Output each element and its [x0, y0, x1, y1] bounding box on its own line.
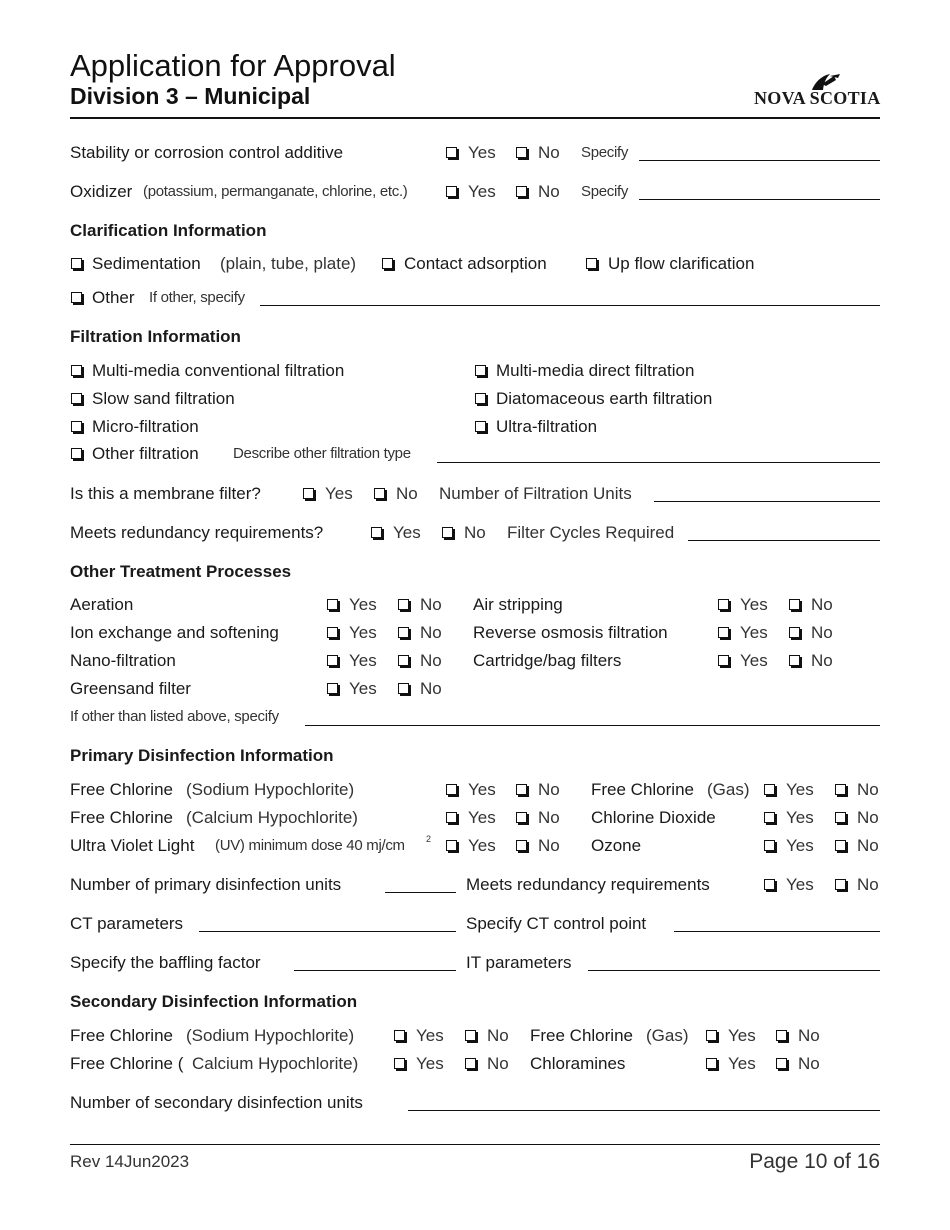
other-filtration-checkbox[interactable]	[71, 448, 82, 459]
redundancy-yes-label: Yes	[393, 523, 421, 542]
footer-rule	[70, 1144, 880, 1145]
primary-gas-note: (Gas)	[707, 780, 750, 799]
header-rule	[70, 117, 880, 119]
ozone-label: Ozone	[591, 836, 642, 855]
greensand-yes-label: Yes	[349, 679, 377, 698]
cartridge-no-label: No	[811, 651, 833, 670]
ion-exchange-yes-checkbox[interactable]	[327, 627, 338, 638]
primary-calcium-note: (Calcium Hypochlorite)	[186, 808, 358, 827]
ion-exchange-no-checkbox[interactable]	[398, 627, 409, 638]
nano-no-label: No	[420, 651, 442, 670]
secondary-calcium-note: Calcium Hypochlorite)	[192, 1054, 359, 1073]
oxidizer-specify-field[interactable]	[639, 199, 880, 200]
primary-calcium-no-label: No	[538, 808, 560, 827]
ct-parameters-label: CT parameters	[70, 914, 184, 933]
redundancy-no-checkbox[interactable]	[442, 527, 453, 538]
greensand-label: Greensand filter	[70, 679, 191, 698]
uv-yes-checkbox[interactable]	[446, 840, 457, 851]
primary-sodium-yes-label: Yes	[468, 780, 496, 799]
dioxide-no-label: No	[857, 808, 879, 827]
primary-redundancy-yes-label: Yes	[786, 875, 814, 894]
membrane-question: Is this a membrane filter?	[70, 484, 261, 503]
greensand-no-checkbox[interactable]	[398, 683, 409, 694]
uv-label: Ultra Violet Light	[70, 836, 195, 855]
clarification-other-checkbox[interactable]	[71, 292, 82, 303]
revision-date: Rev 14Jun2023	[70, 1152, 190, 1171]
cartridge-label: Cartridge/bag filters	[473, 651, 622, 670]
uv-no-label: No	[538, 836, 560, 855]
air-stripping-no-label: No	[811, 595, 833, 614]
multi-conv-checkbox[interactable]	[71, 365, 82, 376]
clarification-heading: Clarification Information	[70, 221, 267, 240]
multi-direct-checkbox[interactable]	[475, 365, 486, 376]
primary-units-label: Number of primary disinfection units	[70, 875, 342, 894]
primary-gas-no-checkbox[interactable]	[835, 784, 846, 795]
membrane-no-label: No	[396, 484, 418, 503]
uv-note: (UV) minimum dose 40 mj/cm	[215, 837, 405, 854]
primary-gas-yes-label: Yes	[786, 780, 814, 799]
secondary-gas-no-label: No	[798, 1026, 820, 1045]
sedimentation-checkbox[interactable]	[71, 258, 82, 269]
membrane-yes-checkbox[interactable]	[303, 488, 314, 499]
primary-redundancy-label: Meets redundancy requirements	[466, 875, 710, 894]
primary-sodium-no-label: No	[538, 780, 560, 799]
chloramines-yes-label: Yes	[728, 1054, 756, 1073]
greensand-yes-checkbox[interactable]	[327, 683, 338, 694]
uv-no-checkbox[interactable]	[516, 840, 527, 851]
redundancy-no-label: No	[464, 523, 486, 542]
chloramines-no-label: No	[798, 1054, 820, 1073]
primary-fc-sodium-label: Free Chlorine	[70, 780, 173, 799]
primary-fc-gas-label: Free Chlorine	[591, 780, 694, 799]
micro-label: Micro-filtration	[92, 417, 199, 436]
primary-redundancy-no-checkbox[interactable]	[835, 879, 846, 890]
oxidizer-note: (potassium, permanganate, chlorine, etc.)	[143, 183, 408, 200]
aeration-yes-label: Yes	[349, 595, 377, 614]
treatment-other-field[interactable]	[305, 725, 880, 726]
sedimentation-label: Sedimentation	[92, 254, 201, 273]
clarification-other-field[interactable]	[260, 305, 880, 306]
other-filtration-note: Describe other filtration type	[233, 445, 411, 462]
slow-sand-checkbox[interactable]	[71, 393, 82, 404]
secondary-units-label: Number of secondary disinfection units	[70, 1093, 363, 1112]
upflow-checkbox[interactable]	[586, 258, 597, 269]
nano-yes-label: Yes	[349, 651, 377, 670]
dioxide-yes-label: Yes	[786, 808, 814, 827]
other-filtration-label: Other filtration	[92, 444, 199, 463]
ozone-no-label: No	[857, 836, 879, 855]
contact-adsorption-label: Contact adsorption	[404, 254, 547, 273]
oxidizer-no-checkbox[interactable]	[516, 186, 527, 197]
primary-redundancy-yes-checkbox[interactable]	[764, 879, 775, 890]
stability-specify-label: Specify	[581, 144, 629, 161]
contact-adsorption-checkbox[interactable]	[382, 258, 393, 269]
secondary-sodium-no-checkbox[interactable]	[465, 1030, 476, 1041]
secondary-sodium-yes-label: Yes	[416, 1026, 444, 1045]
air-stripping-no-checkbox[interactable]	[789, 599, 800, 610]
primary-redundancy-no-label: No	[857, 875, 879, 894]
air-stripping-yes-checkbox[interactable]	[718, 599, 729, 610]
dioxide-no-checkbox[interactable]	[835, 812, 846, 823]
primary-calcium-yes-label: Yes	[468, 808, 496, 827]
ct-control-label: Specify CT control point	[466, 914, 647, 933]
reverse-osmosis-no-label: No	[811, 623, 833, 642]
filtration-heading: Filtration Information	[70, 327, 241, 346]
baffling-field[interactable]	[294, 970, 456, 971]
dioxide-yes-checkbox[interactable]	[764, 812, 775, 823]
primary-units-field[interactable]	[385, 892, 456, 893]
secondary-fc-gas-label: Free Chlorine	[530, 1026, 633, 1045]
secondary-fc-sodium-label: Free Chlorine	[70, 1026, 173, 1045]
primary-calcium-no-checkbox[interactable]	[516, 812, 527, 823]
secondary-gas-yes-label: Yes	[728, 1026, 756, 1045]
oxidizer-yes-label: Yes	[468, 182, 496, 201]
page-title: Application for Approval	[70, 48, 396, 83]
oxidizer-label: Oxidizer	[70, 182, 133, 201]
treatment-other-note: If other than listed above, specify	[70, 708, 279, 725]
micro-checkbox[interactable]	[71, 421, 82, 432]
reverse-osmosis-yes-label: Yes	[740, 623, 768, 642]
primary-sodium-note: (Sodium Hypochlorite)	[186, 780, 355, 799]
primary-gas-yes-checkbox[interactable]	[764, 784, 775, 795]
secondary-calcium-no-checkbox[interactable]	[465, 1058, 476, 1069]
cartridge-no-checkbox[interactable]	[789, 655, 800, 666]
primary-heading: Primary Disinfection Information	[70, 746, 334, 765]
other-filtration-field[interactable]	[437, 462, 880, 463]
page-subtitle: Division 3 – Municipal	[70, 83, 311, 109]
it-parameters-field[interactable]	[588, 970, 880, 971]
membrane-no-checkbox[interactable]	[374, 488, 385, 499]
baffling-label: Specify the baffling factor	[70, 953, 261, 972]
primary-calcium-yes-checkbox[interactable]	[446, 812, 457, 823]
aeration-no-checkbox[interactable]	[398, 599, 409, 610]
secondary-units-field[interactable]	[408, 1110, 880, 1111]
chlorine-dioxide-label: Chlorine Dioxide	[591, 808, 716, 827]
redundancy-question: Meets redundancy requirements?	[70, 523, 324, 542]
greensand-no-label: No	[420, 679, 442, 698]
diatomaceous-checkbox[interactable]	[475, 393, 486, 404]
it-parameters-label: IT parameters	[466, 953, 572, 972]
aeration-no-label: No	[420, 595, 442, 614]
air-stripping-label: Air stripping	[473, 595, 563, 614]
secondary-fc-calcium-label: Free Chlorine (	[70, 1054, 184, 1073]
multi-conv-label: Multi-media conventional filtration	[92, 361, 345, 380]
oxidizer-no-label: No	[538, 182, 560, 201]
stability-label: Stability or corrosion control additive	[70, 143, 344, 162]
chloramines-no-checkbox[interactable]	[776, 1058, 787, 1069]
secondary-sodium-yes-checkbox[interactable]	[394, 1030, 405, 1041]
filtration-units-label: Number of Filtration Units	[439, 484, 632, 503]
membrane-yes-label: Yes	[325, 484, 353, 503]
upflow-label: Up flow clarification	[608, 254, 755, 273]
stability-no-checkbox[interactable]	[516, 147, 527, 158]
ultra-label: Ultra-filtration	[496, 417, 598, 436]
secondary-sodium-note: (Sodium Hypochlorite)	[186, 1026, 355, 1045]
ion-exchange-yes-label: Yes	[349, 623, 377, 642]
page-number: Page 10 of 16	[749, 1150, 880, 1173]
nano-yes-checkbox[interactable]	[327, 655, 338, 666]
filtration-units-field[interactable]	[654, 501, 880, 502]
primary-sodium-no-checkbox[interactable]	[516, 784, 527, 795]
secondary-gas-note: (Gas)	[646, 1026, 689, 1045]
stability-yes-label: Yes	[468, 143, 496, 162]
cartridge-yes-checkbox[interactable]	[718, 655, 729, 666]
sedimentation-note: (plain, tube, plate)	[220, 254, 357, 273]
ozone-yes-label: Yes	[786, 836, 814, 855]
ct-parameters-field[interactable]	[199, 931, 456, 932]
secondary-calcium-yes-label: Yes	[416, 1054, 444, 1073]
filter-cycles-label: Filter Cycles Required	[507, 523, 675, 542]
ozone-no-checkbox[interactable]	[835, 840, 846, 851]
primary-gas-no-label: No	[857, 780, 879, 799]
ultra-checkbox[interactable]	[475, 421, 486, 432]
slow-sand-label: Slow sand filtration	[92, 389, 235, 408]
primary-sodium-yes-checkbox[interactable]	[446, 784, 457, 795]
air-stripping-yes-label: Yes	[740, 595, 768, 614]
secondary-heading: Secondary Disinfection Information	[70, 992, 358, 1011]
cartridge-yes-label: Yes	[740, 651, 768, 670]
reverse-osmosis-no-checkbox[interactable]	[789, 627, 800, 638]
oxidizer-specify-label: Specify	[581, 183, 629, 200]
secondary-sodium-no-label: No	[487, 1026, 509, 1045]
other-treatment-heading: Other Treatment Processes	[70, 562, 292, 581]
secondary-gas-yes-checkbox[interactable]	[706, 1030, 717, 1041]
clarification-other-note: If other, specify	[149, 289, 245, 306]
stability-specify-field[interactable]	[639, 160, 880, 161]
diatomaceous-label: Diatomaceous earth filtration	[496, 389, 713, 408]
secondary-gas-no-checkbox[interactable]	[776, 1030, 787, 1041]
ion-exchange-no-label: No	[420, 623, 442, 642]
clarification-other-label: Other	[92, 288, 135, 307]
ion-exchange-label: Ion exchange and softening	[70, 623, 279, 642]
nano-label: Nano-filtration	[70, 651, 176, 670]
reverse-osmosis-yes-checkbox[interactable]	[718, 627, 729, 638]
ct-control-field[interactable]	[674, 931, 880, 932]
secondary-calcium-no-label: No	[487, 1054, 509, 1073]
oxidizer-yes-checkbox[interactable]	[446, 186, 457, 197]
uv-yes-label: Yes	[468, 836, 496, 855]
redundancy-yes-checkbox[interactable]	[371, 527, 382, 538]
uv-superscript: 2	[426, 834, 432, 844]
logo-wordmark: NOVA SCOTIA	[754, 88, 881, 108]
primary-fc-calcium-label: Free Chlorine	[70, 808, 173, 827]
nano-no-checkbox[interactable]	[398, 655, 409, 666]
stability-no-label: No	[538, 143, 560, 162]
filter-cycles-field[interactable]	[688, 540, 880, 541]
aeration-label: Aeration	[70, 595, 134, 614]
aeration-yes-checkbox[interactable]	[327, 599, 338, 610]
multi-direct-label: Multi-media direct filtration	[496, 361, 695, 380]
reverse-osmosis-label: Reverse osmosis filtration	[473, 623, 668, 642]
secondary-calcium-yes-checkbox[interactable]	[394, 1058, 405, 1069]
ozone-yes-checkbox[interactable]	[764, 840, 775, 851]
stability-yes-checkbox[interactable]	[446, 147, 457, 158]
chloramines-label: Chloramines	[530, 1054, 626, 1073]
chloramines-yes-checkbox[interactable]	[706, 1058, 717, 1069]
